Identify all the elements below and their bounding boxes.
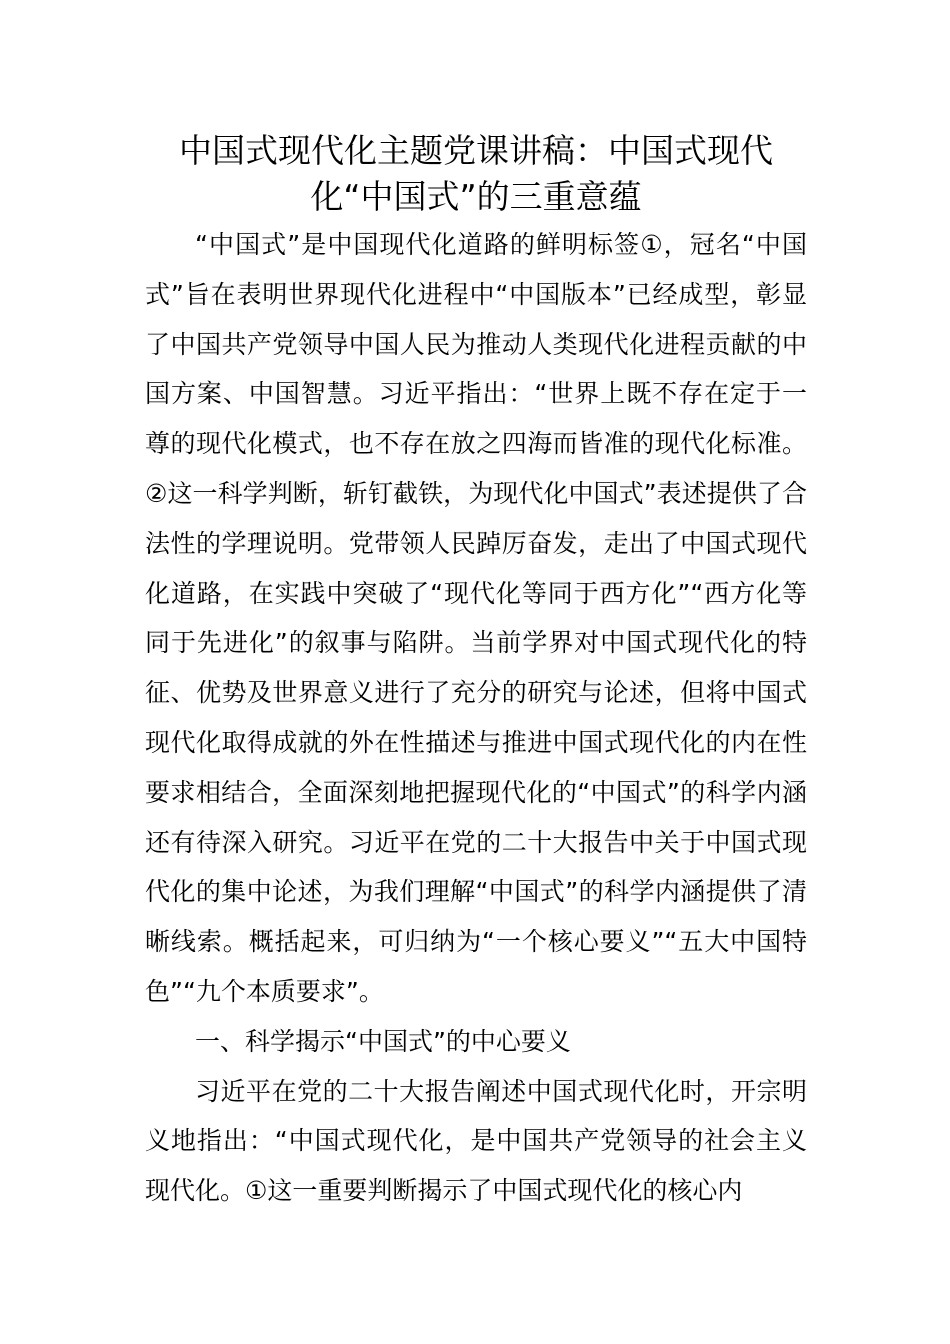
- intro-paragraph: “中国式”是中国现代化道路的鲜明标签①，冠名“中国式”旨在表明世界现代化进程中“中国版本”已经成型，彰显了中国共产党领导中国人民为推动人类现代化进程贡献的中国方案、中国智慧。习近平指出：“世界上既不存在定于一尊的现代化模式，也不存在放之四海而皆准的现代化标准。②这一科学判断，斩钉截铁，为现代化中国式”表述提供了合法性的学理说明。党带领人民踔厉奋发，走出了中国式现代化道路，在实践中突破了“现代化等同于西方化”“西方化等同于先进化”的叙事与陷阱。当前学界对中国式现代化的特征、优势及世界意义进行了充分的研究与论述，但将中国式现代化取得成就的外在性描述与推进中国式现代化的内在性要求相结合，全面深刻地把握现代化的“中国式”的科学内涵还有待深入研究。习近平在党的二十大报告中关于中国式现代化的集中论述，为我们理解“中国式”的科学内涵提供了清晰线索。概括起来，可归纳为“一个核心要义”“五大中国特色”“九个本质要求”。: [145, 230, 807, 1006]
- section-heading: 一、科学揭示“中国式”的中心要义: [195, 1026, 571, 1056]
- document-page: [145, 128, 807, 1216]
- section-paragraph: 习近平在党的二十大报告阐述中国式现代化时，开宗明义地指出：“中国式现代化，是中国共产党领导的社会主义现代化。①这一重要判断揭示了中国式现代化的核心内: [145, 1076, 807, 1206]
- document-title: 中国式现代化主题党课讲稿：中国式现代化“中国式”的三重意蕴: [179, 131, 773, 216]
